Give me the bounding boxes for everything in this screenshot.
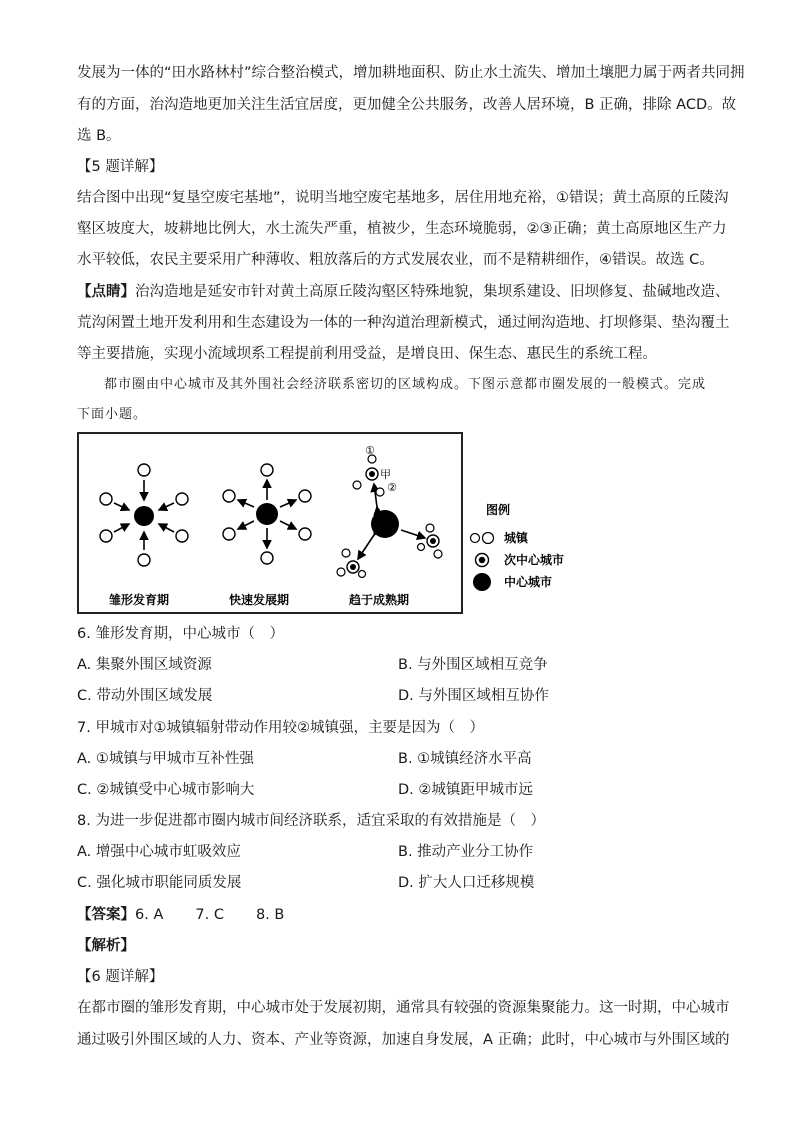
stage3-graphic — [337, 444, 442, 578]
town-icon — [138, 464, 150, 476]
paragraph-line: 等主要措施，实现小流域坝系工程提前利用受益，是增良田、保生态、惠民生的系统工程。 — [77, 346, 657, 362]
section-heading: 【6 题详解】 — [77, 969, 164, 985]
mark-1-label: ① — [365, 444, 375, 457]
town-icon — [100, 493, 112, 505]
legend-town-icon — [471, 534, 480, 543]
paragraph-line: 有的方面，治沟造地更加关注生活宜居度，更加健全公共服务，改善人居环境，B 正确，排除 ACD。故 — [77, 97, 737, 113]
town-icon — [337, 568, 345, 576]
option-c: C. 带动外围区域发展 — [77, 688, 213, 704]
answer-7: 7. C — [195, 907, 224, 923]
answer-8: 8. B — [255, 907, 285, 923]
town-icon — [100, 530, 112, 542]
answer-label: 【答案】 — [77, 907, 135, 923]
option-d: D. 与外围区域相互协作 — [398, 688, 549, 704]
stage2-label: 快速发展期 — [229, 593, 290, 607]
question-stem: 6. 雏形发育期，中心城市（ ） — [77, 626, 284, 642]
option-d: D. ②城镇距甲城市远 — [398, 782, 533, 798]
stage3-label: 趋于成熟期 — [349, 593, 410, 607]
town-icon — [223, 490, 235, 502]
answer-6: 6. A — [135, 907, 164, 923]
option-b: B. ①城镇经济水平高 — [398, 751, 532, 767]
town-icon — [176, 530, 188, 542]
town-icon — [376, 488, 384, 496]
paragraph-line: 通过吸引外围区域的人力、资本、产业等资源，加速自身发展，A 正确；此时，中心城市与外围区域的 — [77, 1032, 730, 1048]
legend-town-icon — [483, 533, 494, 544]
town-icon — [138, 554, 150, 566]
tip-label: 【点睛】 — [77, 284, 135, 300]
legend-title: 图例 — [486, 503, 511, 517]
paragraph-line: 荒沟闲置土地开发利用和生态建设为一体的一种沟道治理新模式，通过闸沟造地、打坝修渠、垫沟覆土 — [77, 315, 730, 331]
question-lead: 下面小题。 — [77, 407, 148, 422]
town-icon — [359, 571, 366, 578]
option-b: B. 与外围区域相互竞争 — [398, 657, 548, 673]
town-icon — [299, 528, 311, 540]
jia-label: 甲 — [380, 468, 391, 481]
town-icon — [299, 490, 311, 502]
question-lead: 都市圈由中心城市及其外围社会经济联系密切的区域构成。下图示意都市圈发展的一般模式。完成 — [104, 377, 707, 392]
metro-area-diagram — [77, 432, 463, 614]
option-a: A. 集聚外围区域资源 — [77, 657, 212, 673]
option-c: C. ②城镇受中心城市影响大 — [77, 782, 255, 798]
stage2-graphic — [223, 464, 311, 564]
paragraph-line: 发展为一体的“田水路林村”综合整治模式，增加耕地面积、防止水土流失、增加土壤肥力属于两者共同拥 — [77, 65, 745, 81]
town-icon — [418, 544, 425, 551]
town-icon — [261, 552, 273, 564]
mark-2-label: ② — [387, 481, 397, 494]
town-icon — [353, 481, 361, 489]
paragraph-line — [77, 282, 730, 302]
town-icon — [434, 550, 442, 558]
paragraph-line: 壑区坡度大，坡耕地比例大，水土流失严重，植被少，生态环境脆弱，②③正确；黄土高原地区生产力 — [77, 221, 727, 237]
town-icon — [342, 549, 350, 557]
option-b: B. 推动产业分工协作 — [398, 844, 534, 860]
town-icon — [261, 464, 273, 476]
question-stem: 8. 为进一步促进都市圈内城市间经济联系，适宜采取的有效措施是（ ） — [77, 813, 545, 829]
question-stem: 7. 甲城市对①城镇辐射带动作用较②城镇强，主要是因为（ ） — [77, 720, 484, 736]
option-c: C. 强化城市职能同质发展 — [77, 875, 242, 891]
section-heading: 【5 题详解】 — [77, 159, 164, 175]
town-icon — [223, 528, 235, 540]
legend-town-label: 城镇 — [504, 531, 529, 545]
town-icon — [426, 524, 434, 532]
legend-center-city-label: 中心城市 — [504, 575, 553, 589]
answer-line — [77, 905, 284, 925]
legend — [466, 498, 586, 594]
legend-center-city-icon — [473, 573, 491, 591]
tip-text: 治沟造地是延安市针对黄土高原丘陵沟壑区特殊地貌，集坝系建设、旧坝修复、盐碱地改造、 — [135, 284, 730, 300]
center-city-icon — [256, 503, 278, 525]
center-city-icon — [371, 510, 399, 538]
option-a: A. 增强中心城市虹吸效应 — [77, 844, 241, 860]
paragraph-line: 选 B。 — [77, 128, 121, 144]
paragraph-line: 水平较低，农民主要采用广种薄收、粗放落后的方式发展农业，而不是精耕细作，④错误。故选 C。 — [77, 252, 714, 268]
option-a: A. ①城镇与甲城市互补性强 — [77, 751, 254, 767]
paragraph-line: 结合图中出现“复垦空废宅基地”，说明当地空废宅基地多，居住用地充裕，①错误；黄土高原的丘陵沟 — [77, 190, 729, 206]
diagram-svg — [79, 434, 461, 612]
option-d: D. 扩大人口迁移规模 — [398, 875, 535, 891]
analysis-label: 【解析】 — [77, 938, 135, 954]
legend-sub-center-label: 次中心城市 — [504, 553, 565, 567]
stage1-graphic — [100, 464, 188, 566]
stage1-label: 雏形发育期 — [109, 593, 170, 607]
town-icon — [176, 493, 188, 505]
center-city-icon — [134, 506, 154, 526]
paragraph-line: 在都市圈的雏形发育期，中心城市处于发展初期，通常具有较强的资源集聚能力。这一时期，中心城市 — [77, 1000, 730, 1016]
